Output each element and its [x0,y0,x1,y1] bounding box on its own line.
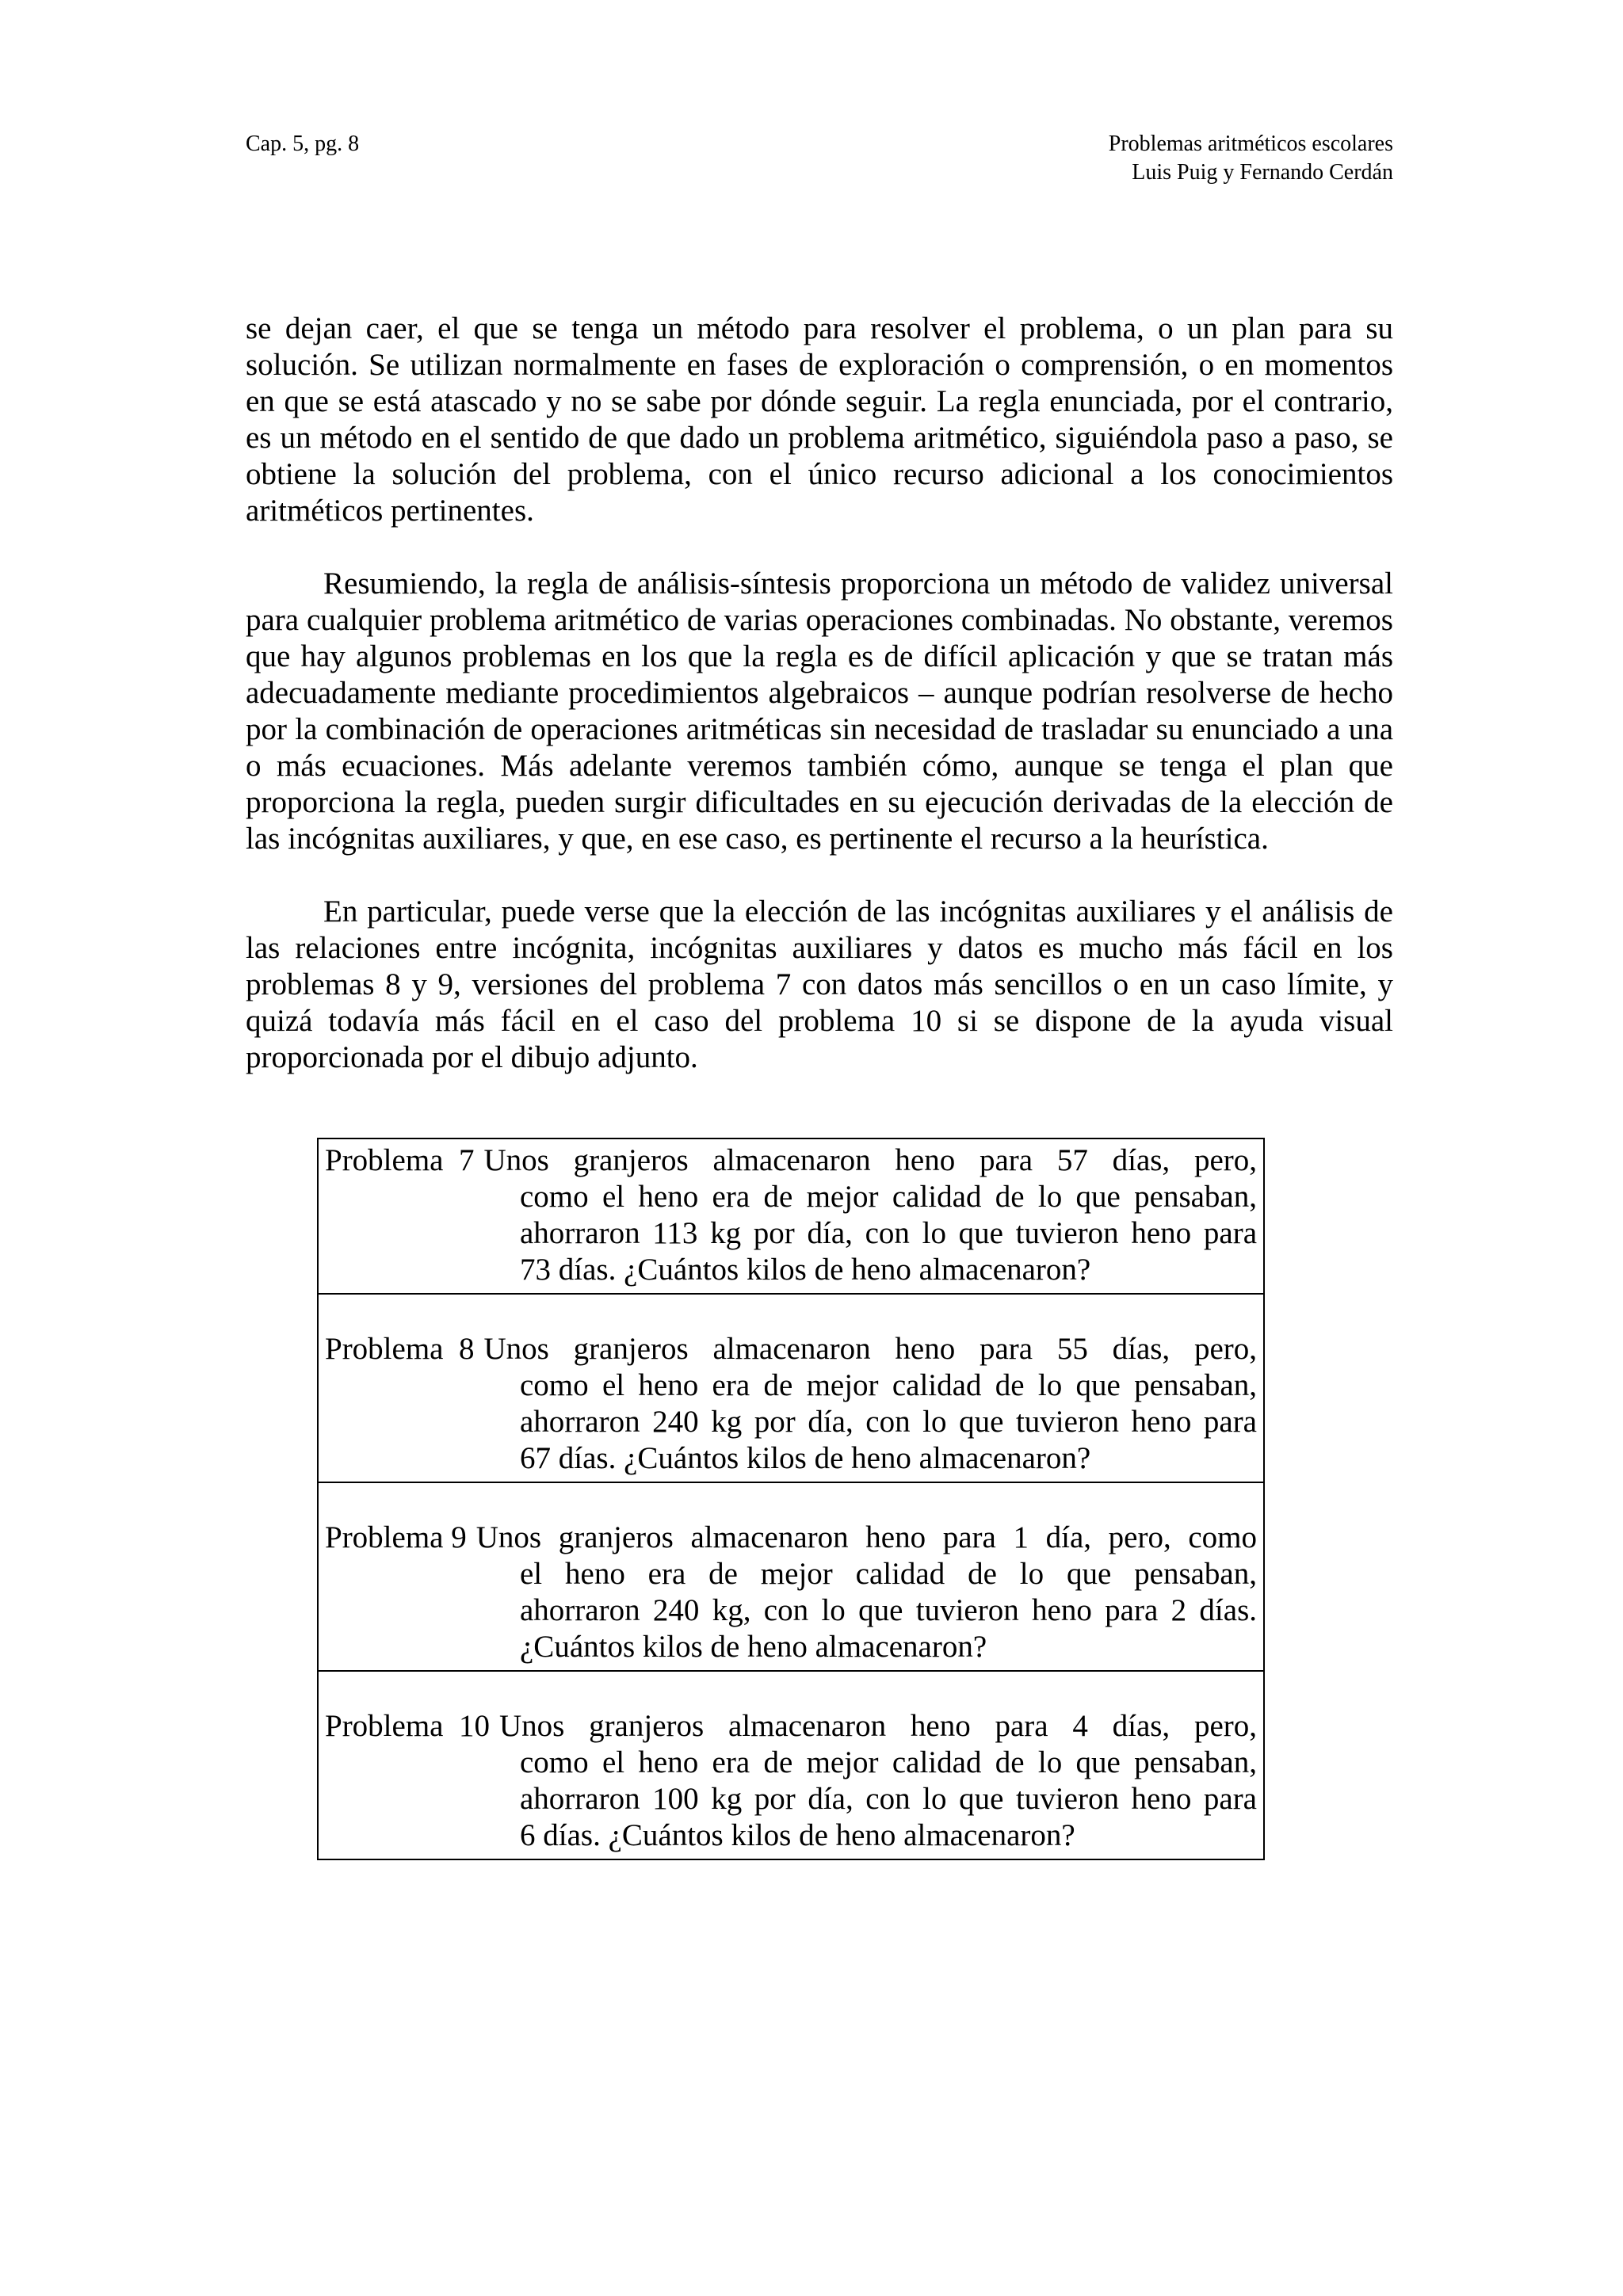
paragraph-3: En particular, puede verse que la elección de las incógnitas auxiliares y el análisis de las relaciones entre incógnita, incógnitas auxiliares y datos es mucho más fácil en los problemas 8 y 9, versiones del problema 7 con datos más sencillos o en un caso límite, y quizá todavía más fácil en el caso del problema 10 si se dispone de la ayuda visual proporcionada por el dibujo adjunto. [246,894,1393,1074]
header-authors: Luis Puig y Fernando Cerdán [1132,160,1393,185]
paragraph-1: se dejan caer, el que se tenga un método para resolver el problema, o un plan para su solución. Se utilizan normalmente en fases de exploración o comprensión, o en momentos en que se está atascado y no se sabe por dónde seguir. La regla enunciada, por el contrario, es un método en el sentido de que dado un problema aritmético, siguiéndola paso a paso, se obtiene la solución del problema, con el único recurso adicional a los conocimientos aritméticos pertinentes. [246,311,1393,528]
problem-head [325,1520,1257,1556]
problem-head [325,1708,1257,1745]
problem-body [520,1367,1257,1477]
problem-label: Problema 9 [325,1520,467,1554]
paragraph-2: Resumiendo, la regla de análisis-síntesis proporciona un método de validez universal para cualquier problema aritmético de varias operaciones combinadas. No obstante, veremos que hay algunos problemas en los que la regla es de difícil aplicación y que se tratan más adecuadamente mediante procedimientos algebraicos – aunque podrían resolverse de hecho por la combinación de operaciones aritméticas sin necesidad de trasladar su enunciado a una o más ecuaciones. Más adelante veremos también cómo, aunque se tenga el plan que proporciona la regla, pueden surgir dificultades en su ejecución derivadas de la elección de las incógnitas auxiliares, y que, en ese caso, es pertinente el recurso a la heurística. [246,566,1393,856]
problem-9 [319,1482,1263,1670]
problem-first-line: Unos granjeros almacenaron heno para 55 días, pero, [483,1332,1257,1366]
problem-line: 67 días. ¿Cuántos kilos de heno almacenaron? [520,1441,1091,1475]
problem-first-line: Unos granjeros almacenaron heno para 4 días, pero, [498,1709,1257,1743]
problem-first-line: Unos granjeros almacenaron heno para 57 días, pero, [483,1143,1257,1177]
problem-label: Problema 7 [325,1143,475,1177]
problem-line: 73 días. ¿Cuántos kilos de heno almacenaron? [520,1253,1091,1287]
problem-line: el heno era de mejor calidad de lo que pensaban, [520,1557,1257,1591]
problem-line: como el heno era de mejor calidad de lo que pensaban, [520,1180,1257,1214]
problem-line: como el heno era de mejor calidad de lo que pensaban, [520,1368,1257,1402]
header-chapter-page: Cap. 5, pg. 8 [246,132,360,156]
problem-7 [319,1139,1263,1293]
body-text [246,311,1393,1112]
problem-label: Problema 8 [325,1332,475,1366]
problem-label: Problema 10 [325,1709,490,1743]
problem-head [325,1331,1257,1367]
problem-line: ahorraron 100 kg por día, con lo que tuvieron heno para [520,1782,1257,1816]
problem-10 [319,1670,1263,1859]
header-book-title: Problemas aritméticos escolares [1108,132,1393,156]
problems-table [317,1138,1265,1860]
problem-line: ahorraron 240 kg, con lo que tuvieron heno para 2 días. [520,1593,1257,1627]
problem-line: ahorraron 113 kg por día, con lo que tuvieron heno para [520,1216,1257,1250]
problem-body [520,1745,1257,1854]
problem-8 [319,1293,1263,1482]
problem-first-line: Unos granjeros almacenaron heno para 1 día, pero, como [475,1520,1257,1554]
problem-body [520,1179,1257,1288]
problem-line: como el heno era de mejor calidad de lo que pensaban, [520,1745,1257,1779]
problem-body [520,1556,1257,1665]
problem-line: 6 días. ¿Cuántos kilos de heno almacenaron? [520,1818,1075,1852]
problem-line: ahorraron 240 kg por día, con lo que tuvieron heno para [520,1405,1257,1439]
problem-head [325,1142,1257,1179]
header-book-info [1109,130,1393,187]
problem-line: ¿Cuántos kilos de heno almacenaron? [520,1630,987,1664]
